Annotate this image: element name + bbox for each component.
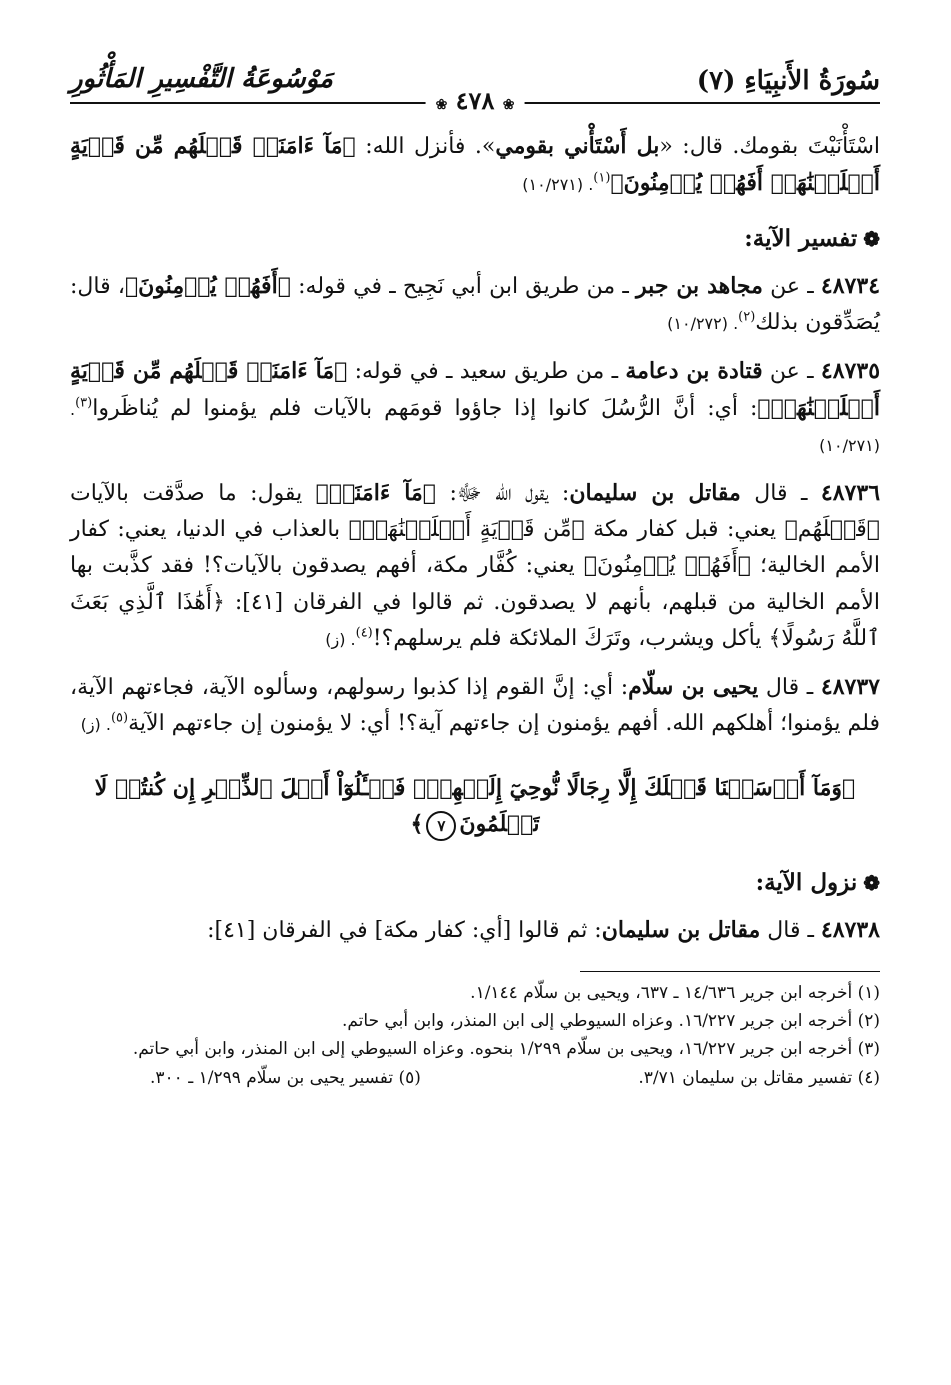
intro-paragraph: اسْتَأْنَيْتَ بقومك. قال: «بل أَسْتَأْني بقومي». فأنزل الله: ﴿مَآ ءَامَنَتۡ قَبۡلَهُم مِّن قَرۡيَةٍ أَهۡلَكۡنَٰهَآۖ أَفَهُمۡ يُؤۡمِنُونَ﴾$^{(١)}$. (١٠/٢٧١) — [70, 133, 880, 197]
ornament-icon: ❀ — [502, 97, 515, 113]
footnote: (٣) أخرجه ابن جرير ١٦/٢٢٧، ويحيى بن سلّام ١/٢٩٩ بنحوه. وعزاه السيوطي إلى ابن المنذر، وابن أبي حاتم. — [132, 1039, 880, 1060]
entry: ٤٨٧٣٤ ـ عن مجاهد بن جبر ـ من طريق ابن أبي نَجِيح ـ في قوله: ﴿أَفَهُمۡ يُؤۡمِنُونَ﴾، قال: يُصَدِّقون بذلك$^{(٢)}$. (١٠/٢٧٢) — [70, 272, 881, 335]
page-header — [70, 50, 880, 114]
entry: ٤٨٧٣٧ ـ قال يحيى بن سلّام: أي: إنَّ القوم إذا كذبوا رسولهم، وسألوه الآية، فجاءتهم الآية، فلم يؤمنوا؛ أهلكهم الله. أفهم يؤمنون إن جاءتهم آية؟! أي: لا يؤمنون إن جاءتهم الآية$^{(٥)}$. (ز) — [70, 673, 880, 736]
entry: ٤٨٧٣٦ ـ قال مقاتل بن سليمان: يقول الله ﷻ: ﴿مَآ ءَامَنَتۡ﴾ يقول: ما صدَّقت بالآيات ﴿قَبۡلَهُم﴾ يعني: قبل كفار مكة ﴿مِّن قَرۡيَةٍ أَهۡلَكۡنَٰهَآۖ﴾ بالعذاب في الدنيا، يعني: كفار الأمم الخالية؛ ﴿أَفَهُمۡ يُؤۡمِنُونَ﴾ يعني: كُفَّار مكة، أفهم يصدقون بالآيات؟! فقد كذَّبت بها الأمم الخالية من قبلهم، بأنهم لا يصدقون. ثم قالوا في الفرقان [٤١]: ﴿أَهَٰذَا ٱلَّذِي بَعَثَ ٱللَّهُ رَسُولًا﴾ يأكل ويشرب، وتَرَكَ الملائكة فلم يرسلهم؟!$^{(٤)}$. (ز) — [70, 480, 881, 651]
footnotes — [70, 980, 880, 1091]
page — [70, 50, 880, 1093]
section-heading: ❁تفسير الآية: — [744, 225, 880, 253]
verse-number-icon: ٧ — [426, 811, 456, 841]
footnote: (٥) تفسير يحيى بن سلّام ١/٢٩٩ ـ ٣٠٠. — [150, 1067, 421, 1088]
footnote: (٢) أخرجه ابن جرير ١٦/٢٢٧. وعزاه السيوطي إلى ابن المنذر، وابن أبي حاتم. — [341, 1011, 880, 1032]
page-number: ❀ ٤٧٨ ❀ — [426, 86, 525, 115]
section-heading: ❁نزول الآية: — [755, 868, 880, 896]
flower-icon: ❁ — [863, 870, 880, 895]
footnote: (١) أخرجه ابن جرير ١٤/٦٣٦ ـ ٦٣٧، ويحيى بن سلّام ١/١٤٤. — [470, 982, 880, 1003]
flower-icon: ❁ — [863, 227, 880, 252]
entry: ٤٨٧٣٨ ـ قال مقاتل بن سليمان: ثم قالوا [أي: كفار مكة] في الفرقان [٤١]: — [207, 916, 880, 943]
book-title: مَوْسُوعَةُ التَّفْسِيرِ المَأْثُورِ — [70, 64, 333, 94]
verse-block: ﴿وَمَآ أَرۡسَلۡنَا قَبۡلَكَ إِلَّا رِجَالًا نُّوحِيٓ إِلَيۡهِمۡۖ فَسۡـَٔلُوٓاْ أَهۡلَ ٱلذِّكۡرِ إِن كُنتُمۡ لَا تَعۡلَمُونَ٧﴾ — [70, 770, 880, 842]
surah-title: سُورَةُ الأَنبِيَاءِ (٧) — [696, 66, 880, 96]
ornament-icon: ❀ — [435, 97, 448, 113]
entry: ٤٨٧٣٥ ـ عن قتادة بن دعامة ـ من طريق سعيد ـ في قوله: ﴿مَآ ءَامَنَتۡ قَبۡلَهُم مِّن قَرۡيَةٍ أَهۡلَكۡنَٰهَآۖ﴾: أي: أنَّ الرُّسُلَ كانوا إذا جاؤوا قومَهم بالآيات فلم يؤمنوا لم يُناظَروا$^{(٣)}$. (١٠/٢٧١) — [70, 358, 881, 456]
footnote-row — [70, 1065, 880, 1091]
footnote-rule — [580, 971, 880, 972]
footnote: (٤) تفسير مقاتل بن سليمان ٣/٧١. — [638, 1067, 880, 1088]
main-text — [70, 128, 880, 949]
